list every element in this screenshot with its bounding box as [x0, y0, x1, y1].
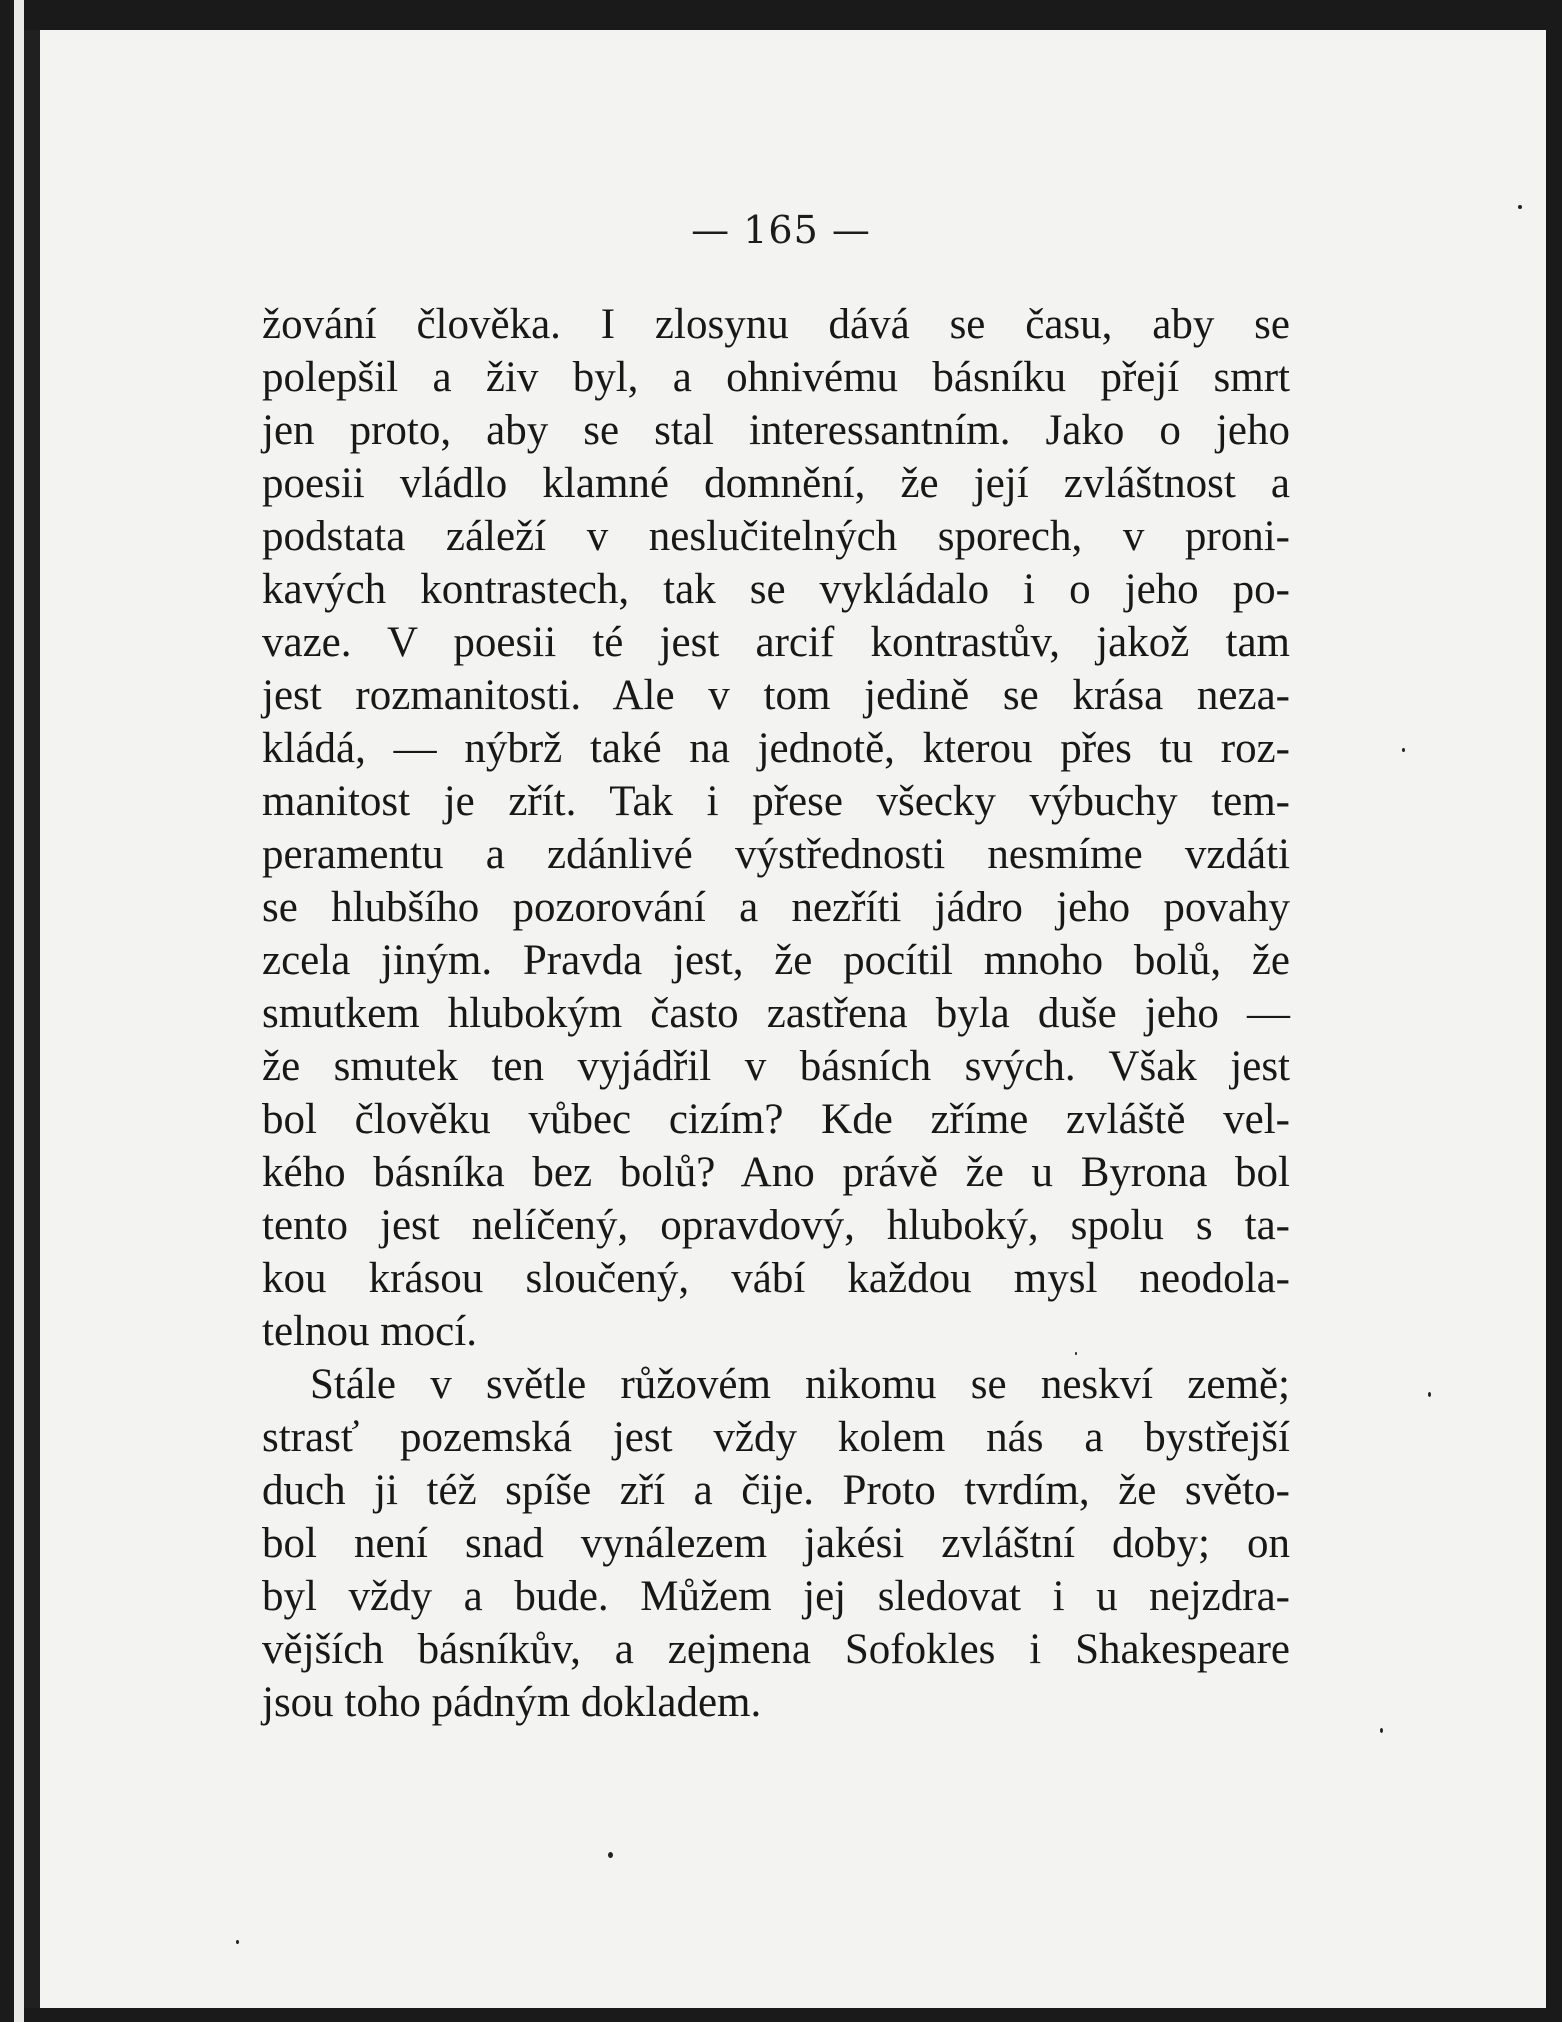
body-text: [262, 298, 1290, 1729]
text-line: byl vždy a bude. Můžem jej sledovat i u nejzdra-: [262, 1573, 1290, 1620]
text-line: jsou toho pádným dokladem.: [262, 1679, 762, 1726]
text-line: že smutek ten vyjádřil v básních svých. Však jest: [262, 1043, 1290, 1090]
scan-border-left: [0, 0, 14, 2022]
text-line: bol člověku vůbec cizím? Kde zříme zvláště vel-: [262, 1096, 1290, 1143]
text-line: strasť pozemská jest vždy kolem nás a bystřejší: [262, 1414, 1290, 1461]
text-line: kavých kontrastech, tak se vykládalo i o jeho po-: [262, 566, 1290, 613]
text-line: jest rozmanitosti. Ale v tom jedině se krása neza-: [262, 672, 1290, 719]
text-line: peramentu a zdánlivé výstřednosti nesmíme vzdáti: [262, 831, 1290, 878]
text-line: smutkem hlubokým často zastřena byla duše jeho —: [262, 990, 1290, 1037]
scan-speck: [1075, 1352, 1077, 1355]
text-line: se hlubšího pozorování a nezříti jádro jeho povahy: [262, 884, 1290, 931]
scan-speck: [1428, 1392, 1431, 1397]
text-line: bol není snad vynálezem jakési zvláštní doby; on: [262, 1520, 1290, 1567]
text-line: kou krásou sloučený, vábí každou mysl neodola-: [262, 1255, 1290, 1302]
scan-border-right: [1546, 0, 1562, 2022]
scan-border-top: [24, 0, 1562, 30]
text-line: podstata záleží v neslučitelných sporech, v proni-: [262, 513, 1290, 560]
text-line: kládá, — nýbrž také na jednotě, kterou přes tu roz-: [262, 725, 1290, 772]
text-line: žování člověka. I zlosynu dává se času, aby se: [262, 301, 1290, 348]
scan-gap-left: [14, 0, 24, 2022]
scan-speck: [236, 1940, 239, 1944]
scan-speck: [1402, 748, 1405, 752]
scan-speck: [608, 1852, 613, 1858]
text-line: vaze. V poesii té jest arcif kontrastův, jakož tam: [262, 619, 1290, 666]
scan-speck: [1380, 1728, 1383, 1733]
text-line: kého básníka bez bolů? Ano právě že u Byrona bol: [262, 1149, 1290, 1196]
scan-border-bottom: [24, 2008, 1562, 2022]
paragraph-2: [262, 1358, 1290, 1729]
scan-speck: [1518, 205, 1522, 209]
paragraph-1: [262, 298, 1290, 1358]
text-line: vějších básníkův, a zejmena Sofokles i Shakespeare: [262, 1626, 1290, 1673]
text-line: zcela jiným. Pravda jest, že pocítil mnoho bolů, že: [262, 937, 1290, 984]
text-line: polepšil a živ byl, a ohnivému básníku přejí smrt: [262, 354, 1290, 401]
text-line: manitost je zřít. Tak i přese všecky výbuchy tem-: [262, 778, 1290, 825]
page-number: — 165 —: [691, 208, 871, 252]
text-line: Stále v světle růžovém nikomu se neskví země;: [310, 1361, 1290, 1408]
text-line: tento jest nelíčený, opravdový, hluboký, spolu s ta-: [262, 1202, 1290, 1249]
text-line: duch ji též spíše zří a čije. Proto tvrdím, že světo-: [262, 1467, 1290, 1514]
text-line: jen proto, aby se stal interessantním. Jako o jeho: [262, 407, 1290, 454]
text-line: telnou mocí.: [262, 1308, 477, 1355]
scan-border-left-inner: [24, 0, 40, 2022]
text-line: poesii vládlo klamné domnění, že její zvláštnost a: [262, 460, 1290, 507]
